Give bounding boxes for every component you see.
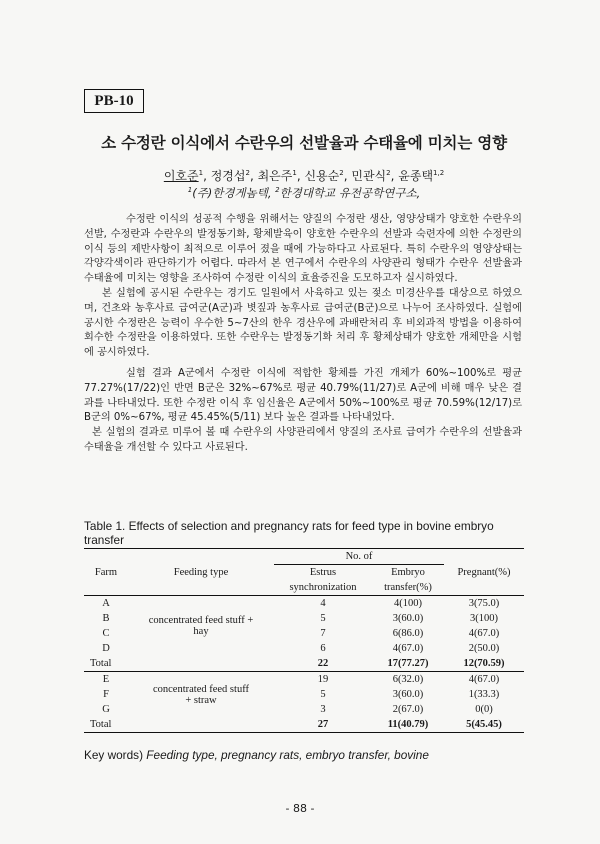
affil-mark: 2: [275, 186, 280, 195]
affil-mark: 1: [187, 186, 193, 195]
results-table: [84, 548, 524, 733]
table-row: [84, 672, 524, 688]
header-farm: Farm: [84, 549, 128, 596]
header-embryo-2: transfer(%): [384, 582, 432, 593]
table-total-row: [84, 717, 524, 733]
header-embryo: Embryo: [391, 567, 425, 578]
abstract-paragraph: [84, 367, 522, 426]
cell-estrus: 27: [274, 717, 372, 733]
cell-estrus: 19: [274, 672, 372, 688]
keywords-label: Key words): [84, 748, 144, 762]
cell-embryo: 2(67.0): [392, 704, 424, 715]
abstract-paragraph: [84, 287, 522, 361]
affiliation-1: (주)한경게놈텍,: [192, 186, 272, 200]
feeding-line-1: concentrated feed stuff +: [148, 615, 254, 626]
author-name: 윤종택: [398, 169, 434, 183]
cell-embryo: 6(32.0): [372, 672, 444, 688]
author-name: 정경섭: [210, 169, 246, 183]
cell-estrus: 22: [317, 658, 329, 669]
cell-estrus: 3: [320, 704, 326, 715]
cell-pregnant: 5(45.45): [444, 717, 524, 733]
cell-total-label: Total: [84, 717, 274, 733]
cell-farm: D: [102, 643, 110, 654]
author-affil-mark: 2: [245, 169, 250, 177]
abstract-text: 실험 결과 A군에서 수정란 이식에 적합한 황체를 가진 개체가 60%~100%로 평균 77.27%(17/22)인 반면 B군은 32%~67%로 평균 40.79%(11/27)로 A군에 비해 매우 낮은 결과를 나타내었다. 또한 수정란 이식 후 임신율은 A군에서 50%~100%로 평균 70.59%(12/17)로 B군의 0%~67%, 평균 45.45%(5/11) 보다 높은 결과를 나타내었다.: [84, 367, 522, 424]
table-row: [84, 596, 524, 612]
cell-estrus: 6: [320, 643, 326, 654]
abstract-paragraph: [84, 213, 522, 287]
author-name: 이호준: [163, 169, 199, 183]
feeding-line-2: hay: [193, 626, 209, 637]
header-feeding-type: Feeding type: [128, 549, 274, 596]
cell-farm: G: [102, 704, 110, 715]
abstract-text: 본 실험의 결과로 미루어 볼 때 수란우의 사양관리에서 양질의 조사료 급여가 수란우의 선발율과 수태율을 개선할 수 있다고 사료된다.: [84, 427, 522, 453]
cell-pregnant: 1(33.3): [468, 689, 500, 700]
cell-pregnant: 12(70.59): [463, 658, 505, 669]
cell-farm: C: [102, 628, 110, 639]
abstract-paragraph: [84, 426, 522, 456]
author-name: 민관식: [351, 169, 387, 183]
header-pregnant: Pregnant(%): [444, 549, 524, 596]
table-caption: Table 1. Effects of selection and pregnancy rats for feed type in bovine embryo transfer: [84, 519, 494, 547]
table-total-row: [84, 656, 524, 672]
cell-feeding-type: [128, 596, 274, 657]
author-affil-mark: 1: [198, 169, 204, 177]
header-estrus-2: synchronization: [289, 582, 357, 593]
cell-feeding-type: [128, 672, 274, 718]
affiliation-2: 한경대학교 유전공학연구소,: [279, 186, 421, 200]
author-name: 신용순: [304, 169, 340, 183]
keywords: [84, 748, 429, 762]
author-name: 최은주: [257, 169, 293, 183]
cell-embryo: 4(100): [372, 596, 444, 612]
cell-embryo: 4(67.0): [392, 643, 424, 654]
author-affil-mark: 1,2: [433, 169, 445, 177]
cell-pregnant: 3(100): [470, 613, 498, 624]
page-number: - 88 -: [285, 802, 315, 815]
header-estrus: Estrus: [309, 567, 337, 578]
author-affil-mark: 1: [292, 169, 297, 177]
cell-embryo: 6(86.0): [392, 628, 424, 639]
cell-pregnant: 4(67.0): [444, 672, 524, 688]
abstract-text: 수정란 이식의 성공적 수행을 위해서는 양질의 수정란 생산, 영양상태가 양호한 수란우의 선발, 수정란과 수란우의 발정동기화, 황체발육이 양호한 수란우의 선발과 숙련자에 의한 수정란의 이식 등의 제반사항이 최적으로 이루어 졌을 때에 가능하다고 사료된다. 특히 수란우의 영양상태는 각양각색이라 판단하기가 어렵다. 따라서 본 연구에서 수란우의 사양관리 형태가 수란우 선발율과 수태율에 미치는 영향을 조사하여 수정란 이식의 효율증진을 도모하고자 실시하였다.: [84, 214, 522, 285]
cell-embryo: 17(77.27): [387, 658, 429, 669]
cell-estrus: 7: [320, 628, 326, 639]
header-no-of: No. of: [274, 549, 444, 565]
cell-farm: F: [103, 689, 109, 700]
abstract-code-box: [84, 89, 144, 113]
cell-pregnant: 3(75.0): [444, 596, 524, 612]
cell-embryo: 11(40.79): [372, 717, 444, 733]
feeding-line-1: concentrated feed stuff: [152, 683, 249, 695]
feeding-line-2: + straw: [185, 694, 217, 706]
cell-embryo: 3(60.0): [392, 689, 424, 700]
paper-title: 소 수정란 이식에서 수란우의 선발율과 수태율에 미치는 영향: [101, 134, 507, 152]
cell-farm: E: [84, 672, 128, 688]
abstract-code: PB-10: [94, 92, 134, 109]
cell-farm: B: [102, 613, 110, 624]
author-affil-mark: 2: [386, 169, 391, 177]
author-affil-mark: 2: [339, 169, 344, 177]
cell-estrus: 4: [274, 596, 372, 612]
cell-estrus: 5: [320, 689, 326, 700]
author-list: 이호준$^1$, 정경섭$^2$, 최은주$^1$, 신용순$^2$, 민관식$^2$, 윤종택$^{1,2}$: [163, 169, 445, 183]
affiliations: [84, 185, 524, 201]
cell-estrus: 5: [320, 613, 326, 624]
cell-embryo: 3(60.0): [392, 613, 424, 624]
keywords-text: Feeding type, pregnancy rats, embryo transfer, bovine: [146, 748, 429, 762]
cell-farm: A: [84, 596, 128, 612]
abstract-text: 본 실험에 공시된 수란우는 경기도 일원에서 사육하고 있는 젖소 미경산우를 대상으로 하였으며, 건초와 농후사료 급여군(A군)과 볏짚과 농후사료 급여군(B군)으로 나누어 조사하였다. 실험에 공시한 수정란은 능력이 우수한 5~7산의 한우 경산우에 과배란처리 후 비외과적 방법을 이용하여 회수한 수정란을 이용하였다. 또한 수란우는 발정동기화 처리 후 황체상태가 양호한 개체만을 시험에 공시하였다.: [84, 287, 522, 359]
abstract-body: [84, 213, 522, 456]
cell-pregnant: 4(67.0): [468, 628, 500, 639]
cell-total-label: Total: [90, 658, 112, 669]
cell-pregnant: 2(50.0): [468, 643, 500, 654]
cell-pregnant: 0(0): [475, 704, 493, 715]
